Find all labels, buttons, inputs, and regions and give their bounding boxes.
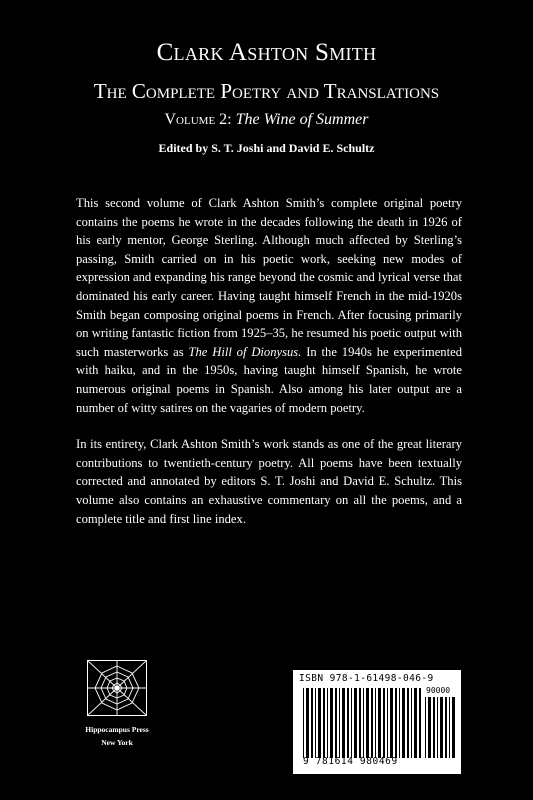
ean-digits: 9 781614 980469 <box>303 756 398 767</box>
work-title-italic: The Hill of Dionysus. <box>188 344 302 359</box>
ean-barcode-bars <box>303 688 421 758</box>
description-paragraph-2: In its entirety, Clark Ashton Smith’s work stands as one of the great literary contributions to twentieth-century poetry. All poems have been textually corrected and annotated by editors S. T. Joshi and David E. Schultz. This volume also contains an exhaustive commentary on all the poems, and a complete title and first line index. <box>76 437 462 526</box>
volume-line <box>0 110 533 130</box>
editors-line: Edited by S. T. Joshi and David E. Schultz <box>158 141 375 155</box>
spiderweb-logo-icon <box>87 660 147 716</box>
volume-subtitle: The Wine of Summer <box>235 111 369 128</box>
isbn-barcode <box>293 670 461 774</box>
isbn-text: ISBN 978-1-61498-046-9 <box>299 673 434 684</box>
description-text <box>76 194 462 546</box>
book-title: The Complete Poetry and Translations <box>93 79 440 103</box>
author-name: Clark Ashton Smith <box>156 39 377 66</box>
publisher-name: Hippocampus Press <box>85 725 149 734</box>
price-addon-text: 90000 <box>426 686 451 695</box>
description-paragraph-1: This second volume of Clark Ashton Smith’s complete original poetry contains the poems he wrote in the decades following the death in 1926 of his early mentor, George Sterling. Although much affected by Sterling’s passing, Smith carried on in his poetic work, seeking new modes of expression and expanding his range beyond the cosmic and lyrical verse that dominated his early career. Having taught himself French in the mid-1920s Smith began composing original poems in French. After focusing primarily on writing fantastic fiction from 1925–35, he resumed his poetic output with such masterworks as The Hill of Dionysus. In the 1940s he experimented with haiku, and in the 1950s, having taught himself Spanish, he wrote numerous original poems in Spanish. Also among his later output are a number of witty satires on the vagaries of modern poetry. <box>76 196 462 415</box>
publisher-logo-block <box>82 660 152 748</box>
cover-header <box>0 38 533 156</box>
publisher-city: New York <box>101 738 133 747</box>
volume-label: Volume 2: <box>164 111 232 128</box>
addon-barcode-bars <box>425 697 457 758</box>
